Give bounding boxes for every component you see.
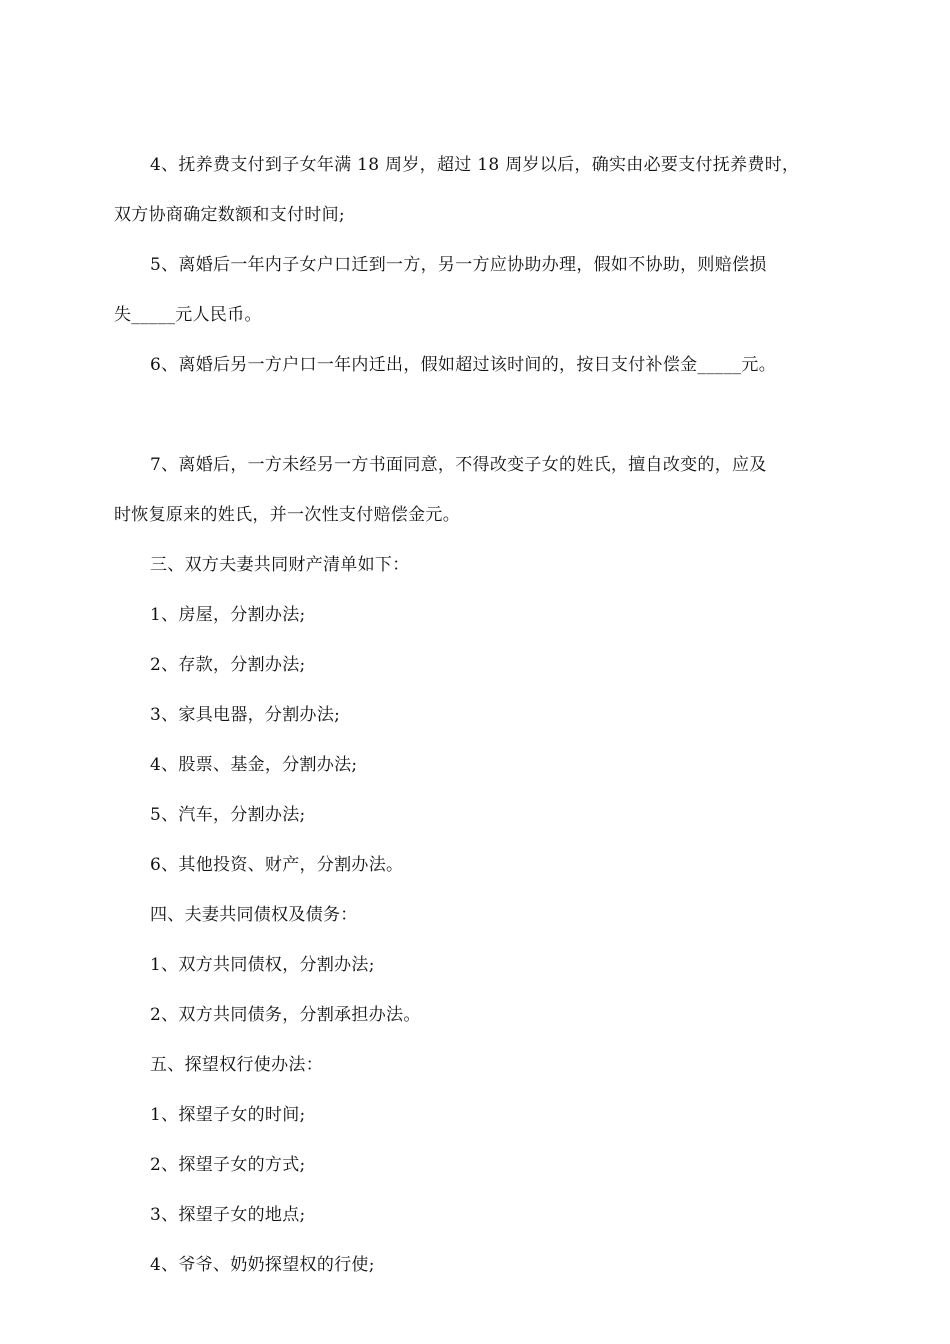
clause-6-line: 6、离婚后另一方户口一年内迁出，假如超过该时间的，按日支付补偿金_____元。 bbox=[150, 355, 777, 375]
section-5-heading: 五、探望权行使办法： bbox=[150, 1055, 323, 1075]
property-item-3: 3、家具电器，分割办法; bbox=[150, 705, 341, 725]
clause-7-line-2: 时恢复原来的姓氏，并一次性支付赔偿金元。 bbox=[114, 505, 460, 525]
property-item-5: 5、汽车，分割办法; bbox=[150, 805, 306, 825]
property-item-4: 4、股票、基金，分割办法; bbox=[150, 755, 358, 775]
debt-item-1: 1、双方共同债权，分割办法; bbox=[150, 955, 375, 975]
visitation-item-4: 4、爷爷、奶奶探望权的行使; bbox=[150, 1255, 375, 1275]
property-item-2: 2、存款，分割办法; bbox=[150, 655, 306, 675]
visitation-item-1: 1、探望子女的时间; bbox=[150, 1105, 306, 1125]
visitation-item-3: 3、探望子女的地点; bbox=[150, 1205, 306, 1225]
clause-5-line-1: 5、离婚后一年内子女户口迁到一方，另一方应协助办理，假如不协助，则赔偿损 bbox=[150, 255, 767, 275]
property-item-6: 6、其他投资、财产，分割办法。 bbox=[150, 855, 404, 875]
clause-4-line-2: 双方协商确定数额和支付时间; bbox=[114, 205, 345, 225]
visitation-item-2: 2、探望子女的方式; bbox=[150, 1155, 306, 1175]
clause-7-line-1: 7、离婚后，一方未经另一方书面同意，不得改变子女的姓氏，擅自改变的，应及 bbox=[150, 455, 767, 475]
section-3-heading: 三、双方夫妻共同财产清单如下： bbox=[150, 555, 410, 575]
property-item-1: 1、房屋，分割办法; bbox=[150, 605, 306, 625]
section-4-heading: 四、夫妻共同债权及债务： bbox=[150, 905, 358, 925]
clause-4-line-1: 4、抚养费支付到子女年满 18 周岁，超过 18 周岁以后，确实由必要支付抚养费时， bbox=[150, 155, 800, 175]
clause-5-line-2: 失_____元人民币。 bbox=[114, 305, 262, 325]
debt-item-2: 2、双方共同债务，分割承担办法。 bbox=[150, 1005, 421, 1025]
